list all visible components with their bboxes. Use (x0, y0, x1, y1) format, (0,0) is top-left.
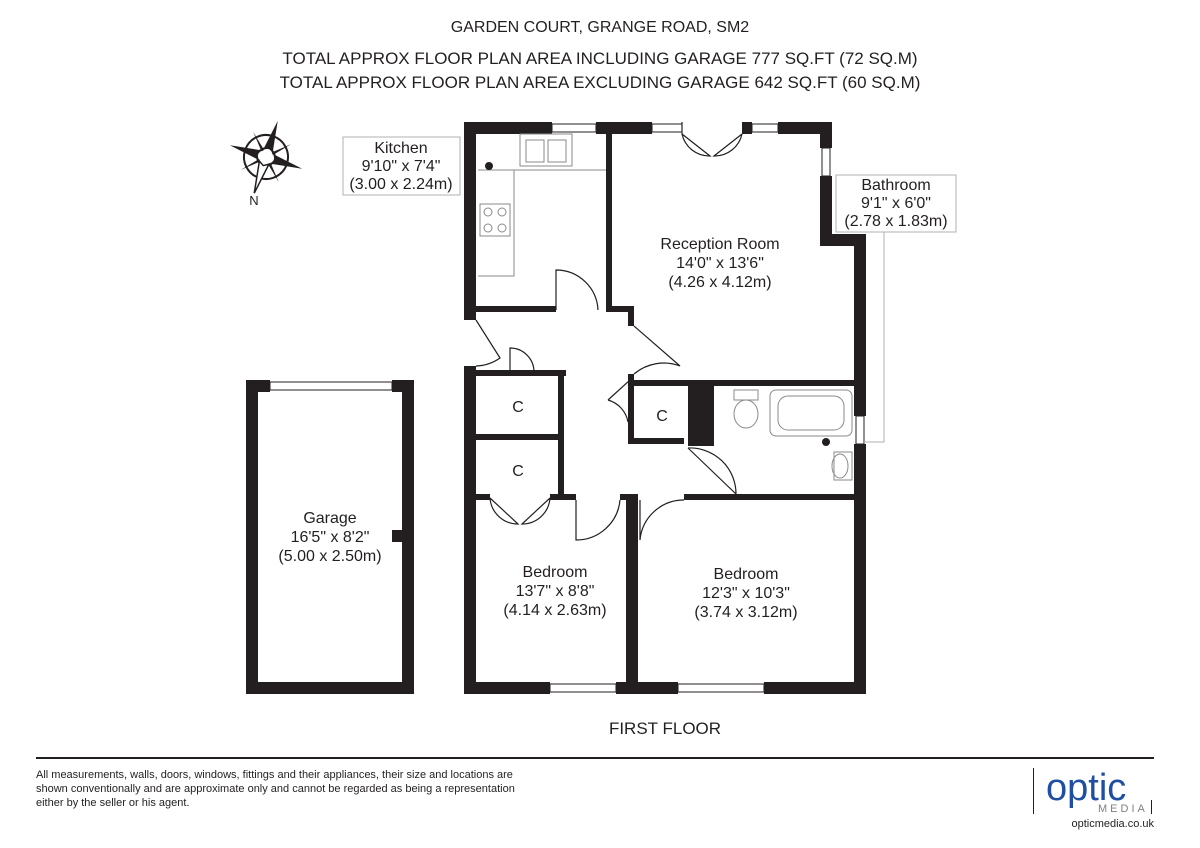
area-including-garage: TOTAL APPROX FLOOR PLAN AREA INCLUDING GARAGE 777 SQ.FT (72 SQ.M) (282, 49, 918, 68)
area-excluding-garage: TOTAL APPROX FLOOR PLAN AREA EXCLUDING GARAGE 642 SQ.FT (60 SQ.M) (279, 73, 921, 92)
bedroom1-imperial: 13'7" x 8'8" (515, 583, 595, 600)
disclaimer-line-1: All measurements, walls, doors, windows, fittings and their appliances, their size and locations are (36, 769, 513, 781)
cupboard-label-2: C (512, 463, 524, 480)
garage-imperial: 16'5" x 8'2" (290, 529, 370, 546)
bathroom-name: Bathroom (861, 177, 931, 194)
bathroom-metric: (2.78 x 1.83m) (844, 213, 948, 230)
bedroom2-imperial: 12'3" x 10'3" (702, 585, 790, 602)
garage-metric: (5.00 x 2.50m) (278, 548, 382, 565)
kitchen-dot-icon (485, 162, 493, 170)
bathroom-imperial: 9'1" x 6'0" (861, 195, 931, 212)
kitchen-metric: (3.00 x 2.24m) (349, 176, 453, 193)
logo-sub-text: MEDIA (1098, 803, 1148, 815)
reception-name: Reception Room (660, 236, 780, 253)
bedroom1-metric: (4.14 x 2.63m) (503, 602, 607, 619)
reception-imperial: 14'0" x 13'6" (676, 255, 764, 272)
garage-name: Garage (303, 510, 357, 527)
compass-north-label: N (249, 193, 259, 208)
kitchen-imperial: 9'10" x 7'4" (361, 158, 441, 175)
bathroom-leader-line (864, 232, 884, 442)
floor-label: FIRST FLOOR (608, 719, 722, 738)
bedroom1-name: Bedroom (522, 564, 588, 581)
compass-rose-icon (218, 109, 314, 205)
kitchen-name: Kitchen (374, 140, 428, 157)
bedroom2-name: Bedroom (713, 566, 779, 583)
disclaimer-line-2: shown conventionally and are approximate only and cannot be regarded as being a representation (36, 783, 515, 795)
bathroom-fittings (734, 390, 852, 480)
cupboard-label-3: C (656, 408, 668, 425)
garage-door (270, 382, 392, 390)
bathroom-dot-icon (822, 438, 830, 446)
optic-media-logo (1033, 767, 1152, 815)
logo-main-text: optic (1046, 767, 1127, 809)
reception-metric: (4.26 x 4.12m) (668, 274, 772, 291)
cupboard-label-1: C (512, 399, 524, 416)
bedroom2-metric: (3.74 x 3.12m) (694, 604, 798, 621)
property-address: GARDEN COURT, GRANGE ROAD, SM2 (450, 19, 750, 36)
kitchen-fittings (478, 134, 606, 276)
footer-divider (36, 757, 1154, 759)
website-text: opticmedia.co.uk (1071, 818, 1154, 830)
disclaimer-line-3: either by the seller or his agent. (36, 797, 190, 809)
